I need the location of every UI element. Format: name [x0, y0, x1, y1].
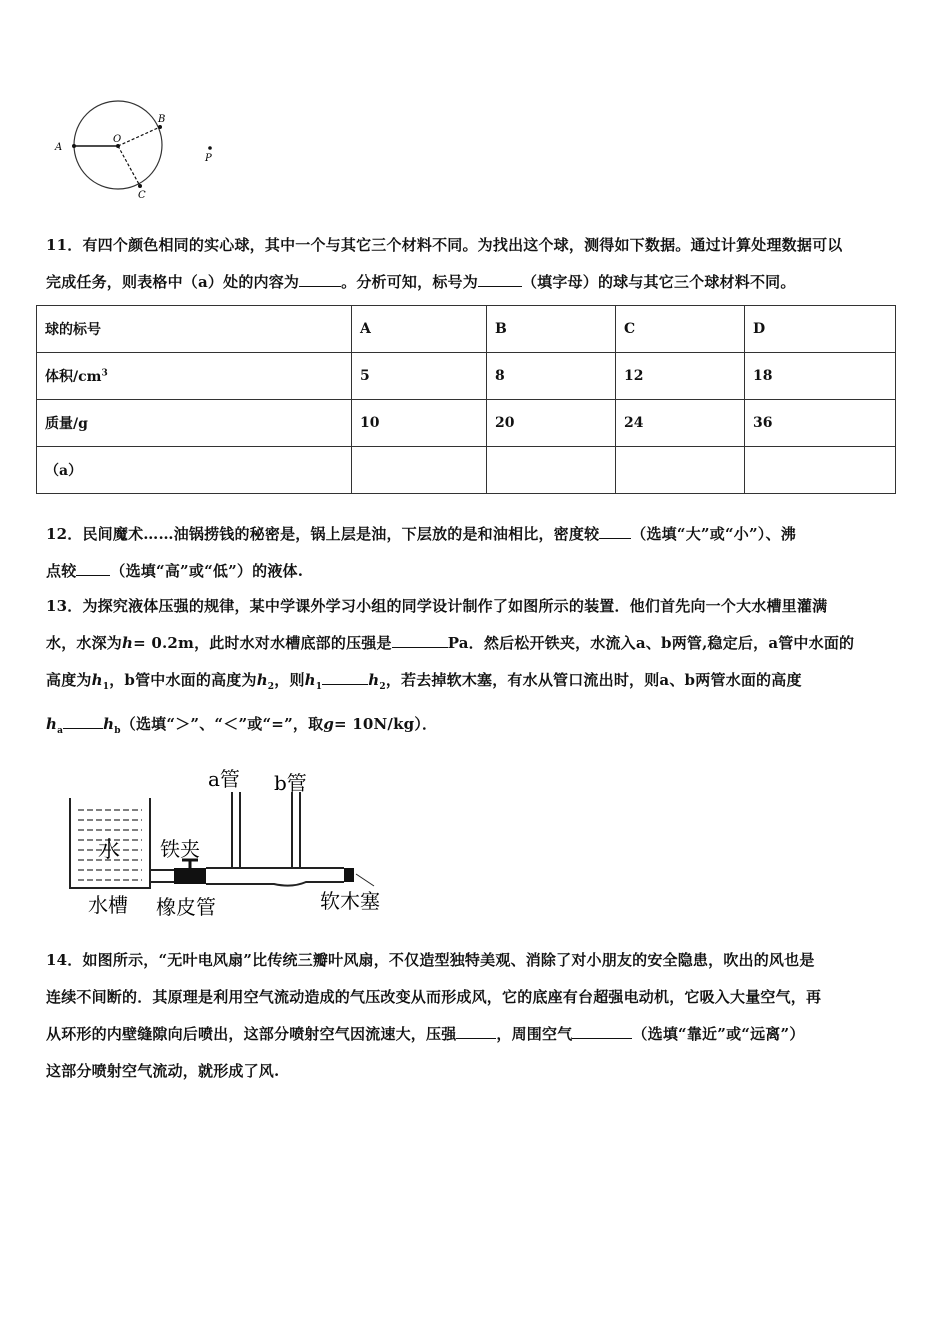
water-label: 水 [98, 838, 121, 863]
q14-line2: 连续不间断的．其原理是利用空气流动造成的气压改变从而形成风，它的底座有台超强电动机，它吸入大量空气，再 [46, 988, 822, 1006]
table-cell [745, 447, 896, 494]
table-cell: 18 [745, 353, 896, 400]
table-cell [487, 447, 616, 494]
q11-line2: 完成任务，则表格中（a）处的内容为 。分析可知，标号为 （填字母）的球与其它三个球材料不同。 [46, 273, 796, 291]
b-tube-label: b管 [274, 771, 307, 795]
table-cell: 24 [616, 400, 745, 447]
table-cell: 8 [487, 353, 616, 400]
q14-line1: 14．如图所示，“无叶电风扇”比传统三瓣叶风扇，不仅造型独特美观、消除了对小朋友的安全隐患，吹出的风也是 [46, 951, 815, 969]
label-o: O [113, 134, 122, 145]
label-a: A [55, 142, 63, 153]
table-cell: B [487, 306, 616, 353]
q14-line4: 这部分喷射空气流动，就形成了风. [46, 1062, 280, 1080]
circle-figure [40, 95, 240, 205]
label-b: B [158, 114, 166, 125]
a-tube-label: a管 [208, 767, 240, 791]
q13-line1: 13．为探究液体压强的规律，某中学课外学习小组的同学设计制作了如图所示的装置．他们首先向一个大水槽里灌满 [46, 597, 828, 615]
clamp-label: 铁夹 [160, 837, 200, 861]
table-cell: 质量/g [37, 400, 352, 447]
q12-line2: 点较 （选填“高”或“低”）的液体. [46, 562, 304, 580]
table-row-a [37, 447, 896, 494]
q13-line2: 水，水深为h= 0.2m，此时水对水槽底部的压强是 Pa．然后松开铁夹，水流入a、b两管,稳定后，a管中水面的 [46, 634, 855, 652]
tank-label: 水槽 [88, 893, 128, 917]
label-p: P [205, 153, 212, 164]
q13-line4: $h_a$ $h_b$（选填“＞”、“＜”或“=”，取g= 10N/kg）． [46, 715, 438, 736]
table-cell: 5 [352, 353, 487, 400]
table-cell: 10 [352, 400, 487, 447]
table-row-volume [37, 353, 896, 400]
hose-label: 橡皮管 [156, 895, 216, 919]
table-cell: 20 [487, 400, 616, 447]
q13-line3: 高度为$h_1$，b管中水面的高度为$h_2$，则$h_1$ $h_2$，若去掉软木塞，有水从管口流出时，则a、b两管水面的高度 [46, 671, 802, 692]
apparatus-figure [44, 762, 404, 922]
table-cell: D [745, 306, 896, 353]
question-11 [46, 227, 912, 301]
q12-line1: 12．民间魔术……油锅捞钱的秘密是，锅上层是油，下层放的是和油相比，密度较 （选填“大”或“小”）、沸 [46, 525, 796, 543]
question-12 [46, 516, 912, 590]
table-cell: 12 [616, 353, 745, 400]
table-row-header [37, 306, 896, 353]
question-14 [46, 942, 912, 1090]
table-cell [352, 447, 487, 494]
label-c: C [138, 190, 146, 201]
q14-line3: 从环形的内壁缝隙向后喷出，这部分喷射空气因流速大，压强 ，周围空气 （选填“靠近”或“远离”） [46, 1025, 805, 1043]
table-row-mass [37, 400, 896, 447]
table-cell: 体积$/cm^3$ [37, 353, 352, 400]
table-cell: C [616, 306, 745, 353]
question-13 [46, 588, 912, 750]
table-cell [616, 447, 745, 494]
ball-data-table [36, 305, 896, 494]
table-cell: 36 [745, 400, 896, 447]
q11-line1: 11．有四个颜色相同的实心球，其中一个与其它三个材料不同。为找出这个球，测得如下数据。通过计算处理数据可以 [46, 236, 843, 254]
table-cell: A [352, 306, 487, 353]
table-cell: 球的标号 [37, 306, 352, 353]
cork-label: 软木塞 [320, 889, 380, 913]
table-cell: （a） [37, 447, 352, 494]
